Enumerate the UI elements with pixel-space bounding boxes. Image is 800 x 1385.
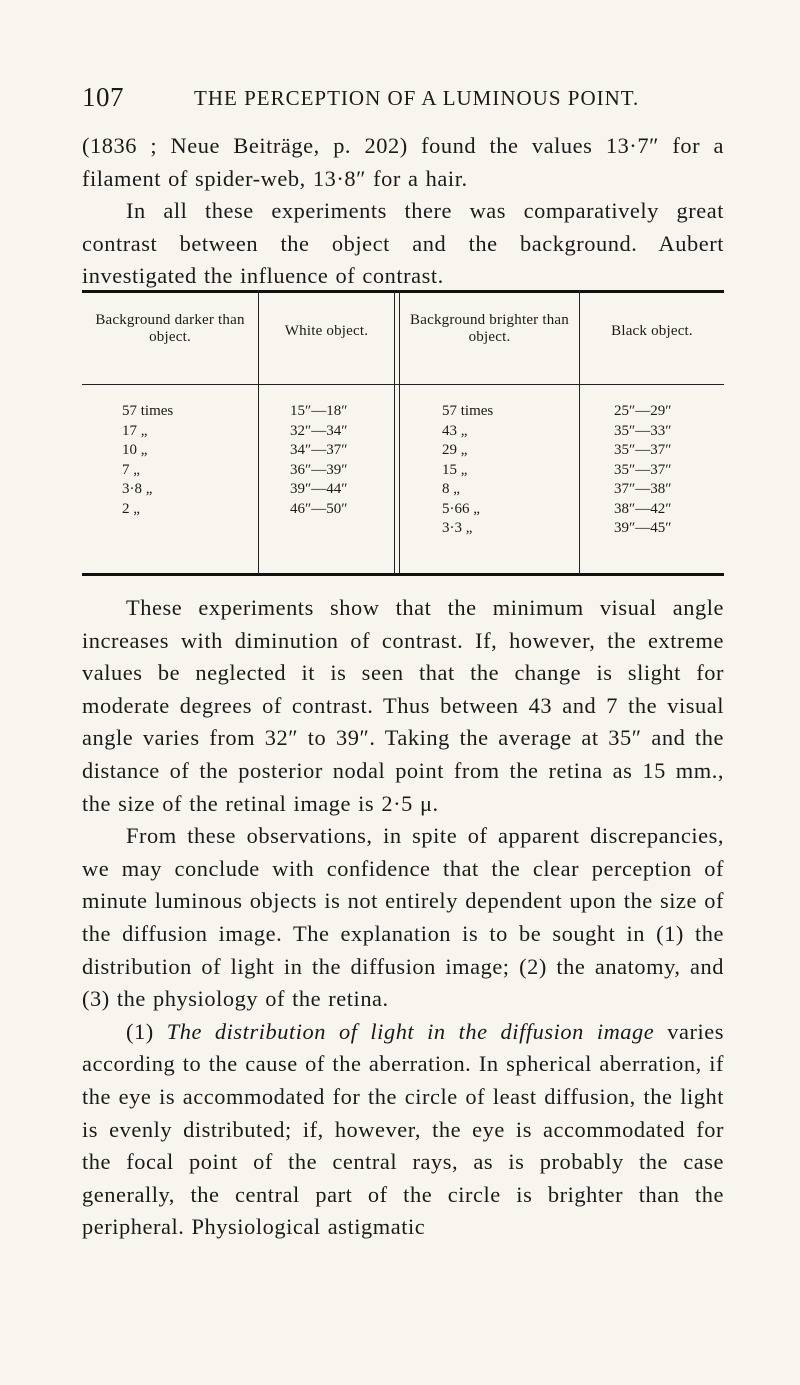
table-cell: 43 „ [442,422,468,439]
table-cell: 29 „ [442,442,468,458]
table-cell: 2 „ [122,500,140,517]
table-cell: 39″—45″ [614,520,672,536]
table-cell: 36″—39″ [290,461,348,478]
running-head [82,82,722,118]
paragraph-observations: From these observations, in spite of apparent discrepancies, we may conclude with confidence that the clear perception of minute luminous objects is not entirely dependent upon the size of the diffusion image. The explanation is to be sought in (1) the distribution of light in the diffusion image; (2) the anatomy, and (3) the physiology of the retina. [82,823,724,1012]
paragraph-distribution-of-light [82,1016,724,1244]
table-cell: 5·66 „ [442,500,480,517]
table-header-background-brighter: Background brighter than object. [410,312,569,345]
table-cell: 15 „ [442,461,468,478]
running-title: THE PERCEPTION OF A LUMINOUS POINT. [194,86,640,110]
table-cell: 37″—38″ [614,481,672,497]
table-cell: 32″—34″ [290,422,348,439]
table-cell: 35″—37″ [614,461,672,478]
table-column-darker-contrast [122,402,232,519]
table-cell: 8 „ [442,481,460,497]
paragraph-contrast-intro: In all these experiments there was comparatively great contrast between the object and the background. Aubert investigated the influence of contrast. [82,198,724,289]
table-bottom-rule [82,573,724,576]
table-header-white-object: White object. [284,323,369,339]
table-cell: 17 „ [122,422,148,439]
table-cell: 25″—29″ [614,403,672,419]
body-text [82,592,724,1244]
section-number: (1) [126,1018,154,1044]
table-header-background-darker: Background darker than object. [95,312,245,345]
table-cell: 38″—42″ [614,500,672,517]
table-cell: 15″—18″ [290,403,348,419]
contrast-table [82,290,724,536]
table-cell: 35″—37″ [614,442,672,458]
table-header-black-object: Black object. [611,323,693,339]
table-cell: 46″—50″ [290,500,348,517]
table-cell: 7 „ [122,461,140,478]
table-cell: 3·8 „ [122,481,153,497]
paragraph-text: varies according to the cause of the aberration. In spherical aberration, if the eye is accommodated for the circle of least diffusion, the light is evenly distributed; if, however, the eye is accommodated for the focal point of the central rays, as is probably the case generally, the central part of the circle is brighter than the peripheral. Physiological astigmatic [82,1018,725,1240]
table-cell: 57 times [442,403,494,419]
table-column-black-angle [614,402,714,539]
table-cell: 3·3 „ [442,520,473,536]
table-cell: 35″—33″ [614,422,672,439]
page-number: 107 [82,82,124,112]
table-column-white-angle [290,402,390,519]
table-cell: 39″—44″ [290,481,348,497]
table-column-brighter-contrast [442,402,562,539]
table-cell: 10 „ [122,442,148,458]
paragraph-continuation: (1836 ; Neue Beiträge, p. 202) found the values 13·7″ for a filament of spider-web, 13·8″ for a hair. [82,133,724,191]
table-cell: 57 times [122,403,174,419]
opening-text [82,130,724,293]
table-top-rule [82,290,724,293]
paragraph-experiments-show: These experiments show that the minimum visual angle increases with diminution of contrast. If, however, the extreme values be neglected it is seen that the change is slight for moderate degrees of contrast. Thus between 43 and 7 the visual angle varies from 32″ to 39″. Taking the average at 35″ and the distance of the posterior nodal point from the retina as 15 mm., the size of the retinal image is 2·5 μ. [82,595,724,816]
column-divider [394,290,395,574]
table-cell: 34″—37″ [290,442,348,458]
table-header-rule [82,384,724,385]
italic-heading: The distribution of light in the diffusion image [166,1018,655,1044]
